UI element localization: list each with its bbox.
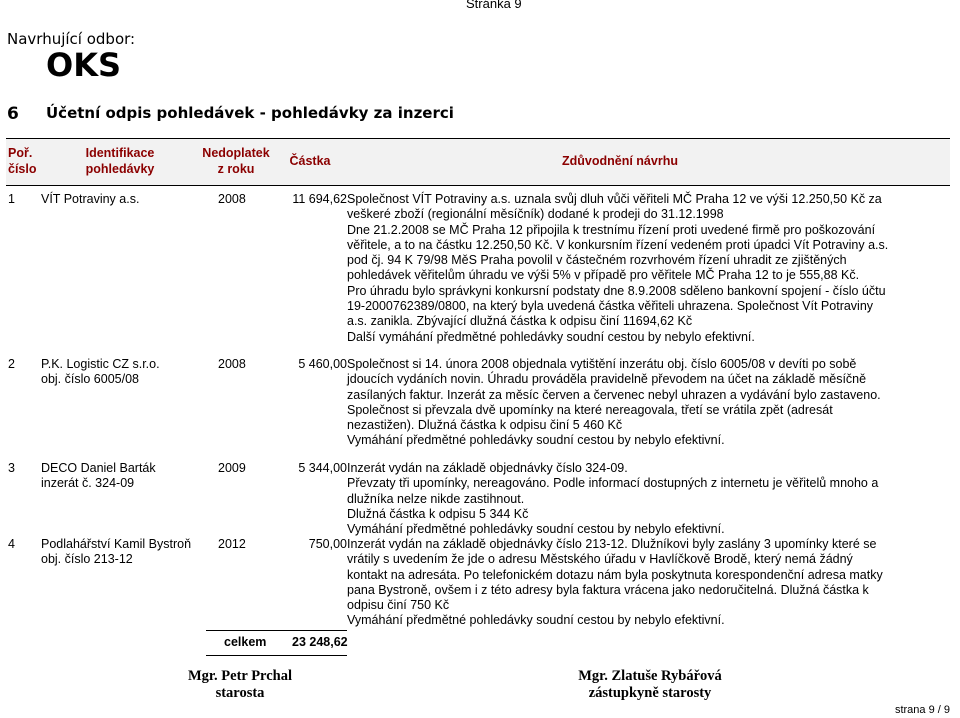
row-number: 3 <box>8 461 15 475</box>
row-description: Inzerát vydán na základě objednávky číslo 213-12. Dlužníkovi byly zaslány 3 upomínky které se vrátily s uvedením že jde o adresu Městského úřadu v Havlíčkově Brodě, který nemá žádný kontakt na adresáta. Po telefonickém dotazu nám byla poskytnuta korespondenční adresa matky pana Bystroně, ovšem i z této adresy byla faktura vrácena jako nedoručitelná. Dlužná částka k odpisu činí 750 Kč Vymáhání předmětné pohledávky soudní cestou by nebylo efektivní. <box>347 537 883 628</box>
header-por: Poř. číslo <box>8 146 37 176</box>
row-amount: 5 344,00 <box>298 461 347 475</box>
row-year: 2008 <box>218 357 246 371</box>
row-number: 1 <box>8 192 15 206</box>
page-header: Stránka 9 <box>466 0 522 11</box>
total-value: 23 248,62 <box>292 635 348 649</box>
row-number: 2 <box>8 357 15 371</box>
section-title: Účetní odpis pohledávek - pohledávky za inzerci <box>46 104 454 122</box>
section-number: 6 <box>7 104 19 124</box>
row-description: Společnost si 14. února 2008 objednala vytištění inzerátu obj. číslo 6005/08 v devíti po sobě jdoucích vydáních novin. Úhradu prováděla pravidelně převodem na účet na základě měsíčně zasílaných faktur. Inzerát za měsíc červen a červenec nebyl uhrazen a vydávání bylo zastaveno. Společnost si převzala dvě upomínky na které nereagovala, třetí se vrátila zpět (adresát nezastižen). Dlužná částka k odpisu činí 5 460 Kč Vymáhání předmětné pohledávky soudní cestou by nebylo efektivní. <box>347 357 881 448</box>
row-ident: P.K. Logistic CZ s.r.o. obj. číslo 6005/08 <box>41 357 160 387</box>
page-footer: strana 9 / 9 <box>894 704 950 716</box>
header-castka: Částka <box>289 154 331 168</box>
total-label: celkem <box>224 635 267 649</box>
row-ident: Podlahářství Kamil Bystroň obj. číslo 213-12 <box>41 537 192 567</box>
header-ident: Identifikace pohledávky <box>85 146 155 176</box>
row-ident: DECO Daniel Barták inzerát č. 324-09 <box>41 461 156 491</box>
row-year: 2008 <box>218 192 246 206</box>
signature-starosta: Mgr. Petr Prchal starosta <box>187 668 293 701</box>
row-number: 4 <box>8 537 15 551</box>
proposer-label: Navrhující odbor: <box>7 30 136 48</box>
row-ident: VÍT Potraviny a.s. <box>41 192 140 206</box>
header-duvod: Zdůvodnění návrhu <box>562 154 678 168</box>
row-amount: 11 694,62 <box>292 192 347 206</box>
department-name: OKS <box>46 46 122 84</box>
row-amount: 5 460,00 <box>298 357 347 371</box>
row-year: 2012 <box>218 537 246 551</box>
header-nedoplatek: Nedoplatek z roku <box>202 146 270 176</box>
row-description: Inzerát vydán na základě objednávky číslo 324-09. Převzaty tři upomínky, nereagováno. Podle informací dostupných z internetu je věřitelů mnoho a dlužníka nelze nikde zastihnout. Dlužná částka k odpisu 5 344 Kč Vymáhání předmětné pohledávky soudní cestou by nebylo efektivní. <box>347 461 879 537</box>
row-year: 2009 <box>218 461 246 475</box>
row-description: Společnost VÍT Potraviny a.s. uznala svůj dluh vůči věřiteli MČ Praha 12 ve výši 12.250,50 Kč za veškeré zboží (regionální měsíčník) dodané k prodeji do 31.12.1998 Dne 21.2.2008 se MČ Praha 12 připojila k trestnímu řízení proti uvedené firmě pro poškozování věřitele, a to na částku 12.250,50 Kč. V konkursním řízení vedeném proti úpadci Vít Potraviny a.s. pod čj. 94 K 79/98 MěS Praha povolil v částečném rozvrhovém řízení uhradit ze zjištěných pohledávek věřitelům úhradu ve výši 5% v případě pro věřitele MČ Praha 12 to je 555,88 Kč. Pro úhradu bylo správkyni konkursní podstaty dne 8.9.2008 sděleno bankovní spojení - číslo účtu 19-2000762389/0800, na který byla uvedená částka věřiteli uhrazena. Společnost Vít Potraviny a.s. zanikla. Zbývající dlužná částka k odpisu činí 11694,62 Kč Další vymáhání předmětné pohledávky soudní cestou by nebylo efektivní. <box>347 192 889 344</box>
row-amount: 750,00 <box>308 537 347 551</box>
signature-zastupkyne: Mgr. Zlatuše Rybářová zástupkyně starosty <box>578 668 722 701</box>
